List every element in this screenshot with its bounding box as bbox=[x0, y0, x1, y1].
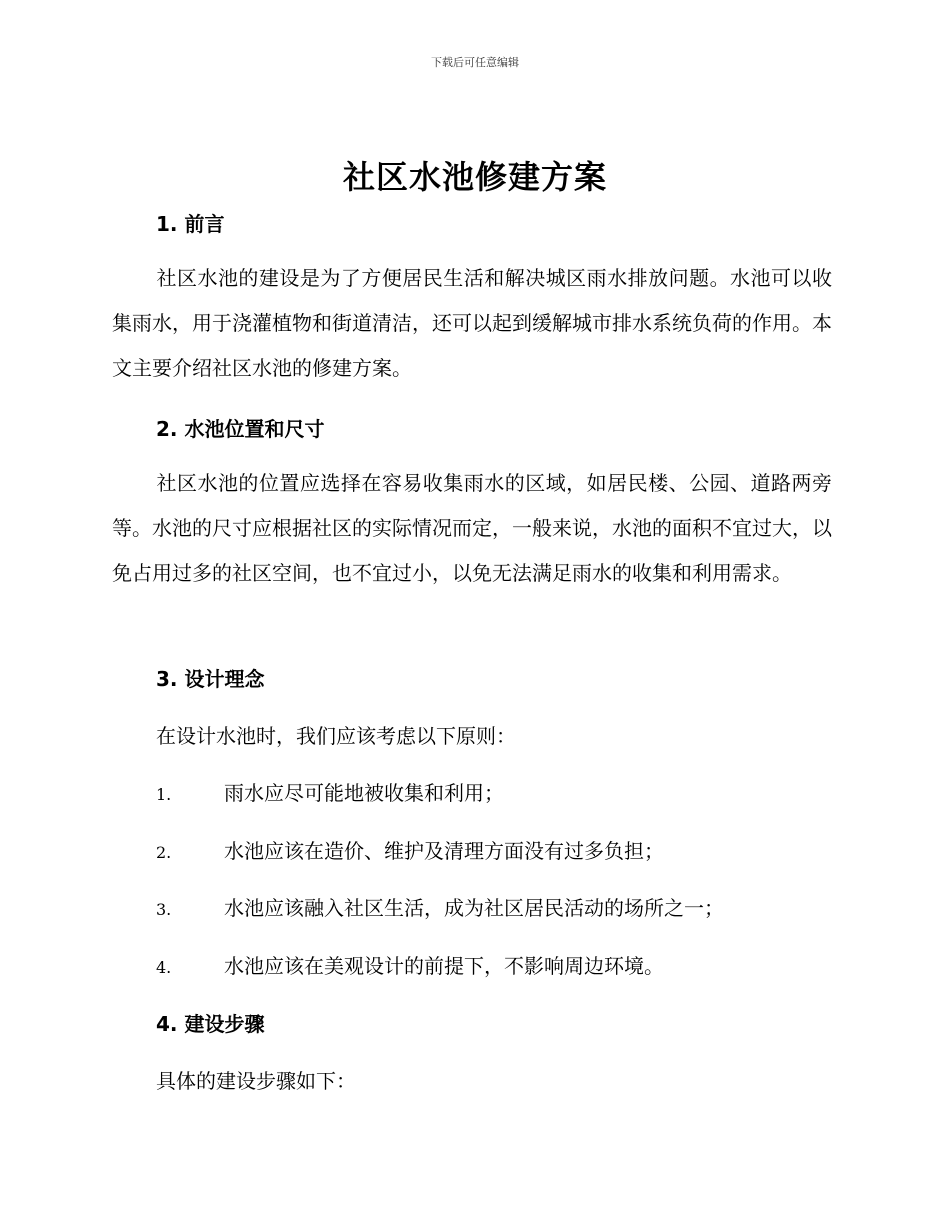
paragraph-text: 社区水池的位置应选择在容易收集雨水的区域，如居民楼、公园、道路两旁等。水池的尺寸应根据社区的实际情况而定，一般来说，水池的面积不宜过大，以免占用过多的社区空间，也不宜过小，以免无法满足雨水的收集和利用需求。 bbox=[112, 471, 832, 585]
page-header-note: 下载后可任意编辑 bbox=[431, 56, 519, 69]
document-title: 社区水池修建方案 bbox=[342, 158, 607, 196]
list-text: 水池应该在造价、维护及清理方面没有过多负担； bbox=[224, 839, 664, 863]
list-number: 4. bbox=[156, 958, 172, 977]
list-text: 水池应该融入社区生活，成为社区居民活动的场所之一； bbox=[224, 896, 724, 920]
section-paragraph-intro bbox=[112, 256, 832, 391]
list-number: 3. bbox=[156, 900, 172, 919]
list-text: 雨水应尽可能地被收集和利用； bbox=[224, 781, 504, 805]
list-number: 2. bbox=[156, 843, 172, 862]
section-heading-design-concept: 3. 设计理念 bbox=[156, 667, 265, 691]
list-item bbox=[156, 835, 664, 864]
section-paragraph-location-size bbox=[112, 461, 832, 596]
list-text: 水池应该在美观设计的前提下，不影响周边环境。 bbox=[224, 954, 664, 978]
list-item bbox=[156, 950, 664, 979]
list-item bbox=[156, 892, 724, 921]
steps-intro-line: 具体的建设步骤如下： bbox=[156, 1069, 356, 1093]
section-heading-construction-steps: 4. 建设步骤 bbox=[156, 1012, 265, 1036]
section-heading-intro: 1. 前言 bbox=[156, 212, 225, 236]
list-number: 1. bbox=[156, 785, 172, 804]
design-intro-line: 在设计水池时，我们应该考虑以下原则： bbox=[156, 724, 516, 748]
paragraph-text: 社区水池的建设是为了方便居民生活和解决城区雨水排放问题。水池可以收集雨水，用于浇灌植物和街道清洁，还可以起到缓解城市排水系统负荷的作用。本文主要介绍社区水池的修建方案。 bbox=[112, 266, 832, 380]
list-item bbox=[156, 777, 504, 806]
section-heading-location-size: 2. 水池位置和尺寸 bbox=[156, 417, 325, 441]
